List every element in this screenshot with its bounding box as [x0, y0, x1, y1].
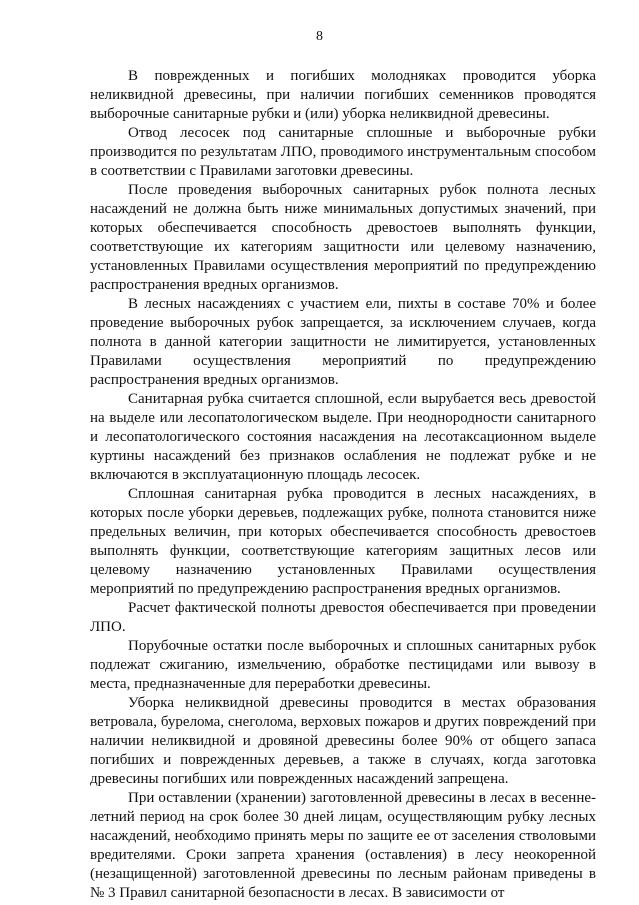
document-body	[90, 67, 596, 903]
paragraph-3: После проведения выборочных санитарных рубок полнота лесных насаждений не должна быть ниже минимальных допустимых значений, при которых обеспечивается способность древостоев выполнять функции, соответствующие их категориям защитности или целевому назначению, установленных Правилами осуществления мероприятий по предупреждению распространения вредных организмов.	[90, 182, 596, 293]
paragraph-10: При оставлении (хранении) заготовленной древесины в лесах в весенне-летний период на срок более 30 дней лицам, осуществляющим рубку лесных насаждений, необходимо принять меры по защите ее от заселения стволовыми вредителями. Сроки запрета хранения (оставления) в лесу неокоренной (незащищенной) заготовленной древесины по лесным районам приведены в № 3 Правил санитарной безопасности в лесах. В зависимости от	[90, 790, 596, 901]
paragraph-4: В лесных насаждениях с участием ели, пихты в составе 70% и более проведение выборочных рубок запрещается, за исключением случаев, когда полнота в данной категории защитности не лимитируется, установленных Правилами осуществления мероприятий по предупреждению распространения вредных организмов.	[90, 296, 596, 388]
paragraph-6: Сплошная санитарная рубка проводится в лесных насаждениях, в которых после уборки деревьев, подлежащих рубке, полнота становится ниже предельных величин, при которых обеспечивается способность древостоев выполнять функции, соответствующие категориям защитных лесов или целевому назначению установленных Правилами осуществления мероприятий по предупреждению распространения вредных организмов.	[90, 486, 596, 597]
paragraph-1: В поврежденных и погибших молодняках проводится уборка неликвидной древесины, при наличии погибших семенников проводятся выборочные санитарные рубки и (или) уборка неликвидной древесины.	[90, 68, 596, 122]
paragraph-2: Отвод лесосек под санитарные сплошные и выборочные рубки производится по результатам ЛПО, проводимого инструментальным способом в соответствии с Правилами заготовки древесины.	[90, 125, 596, 179]
paragraph-9: Уборка неликвидной древесины проводится в местах образования ветровала, бурелома, снеголома, верховых пожаров и других повреждений при наличии неликвидной и дровяной древесины более 90% от общего запаса погибших и поврежденных деревьев, а также в случаях, когда заготовка древесины погибших или поврежденных насаждений запрещена.	[90, 695, 596, 787]
paragraph-5: Санитарная рубка считается сплошной, если вырубается весь древостой на выделе или лесопатологическом выделе. При неоднородности санитарного и лесопатологического состояния насаждения на лесотаксационном выделе куртины насаждений без признаков ослабления не подлежат рубке и не включаются в эксплуатационную площадь лесосек.	[90, 391, 596, 483]
page-number: 8	[316, 29, 323, 44]
paragraph-7: Расчет фактической полноты древостоя обеспечивается при проведении ЛПО.	[90, 600, 596, 635]
paragraph-8: Порубочные остатки после выборочных и сплошных санитарных рубок подлежат сжиганию, измельчению, обработке пестицидами или вывозу в места, предназначенные для переработки древесины.	[90, 638, 596, 692]
